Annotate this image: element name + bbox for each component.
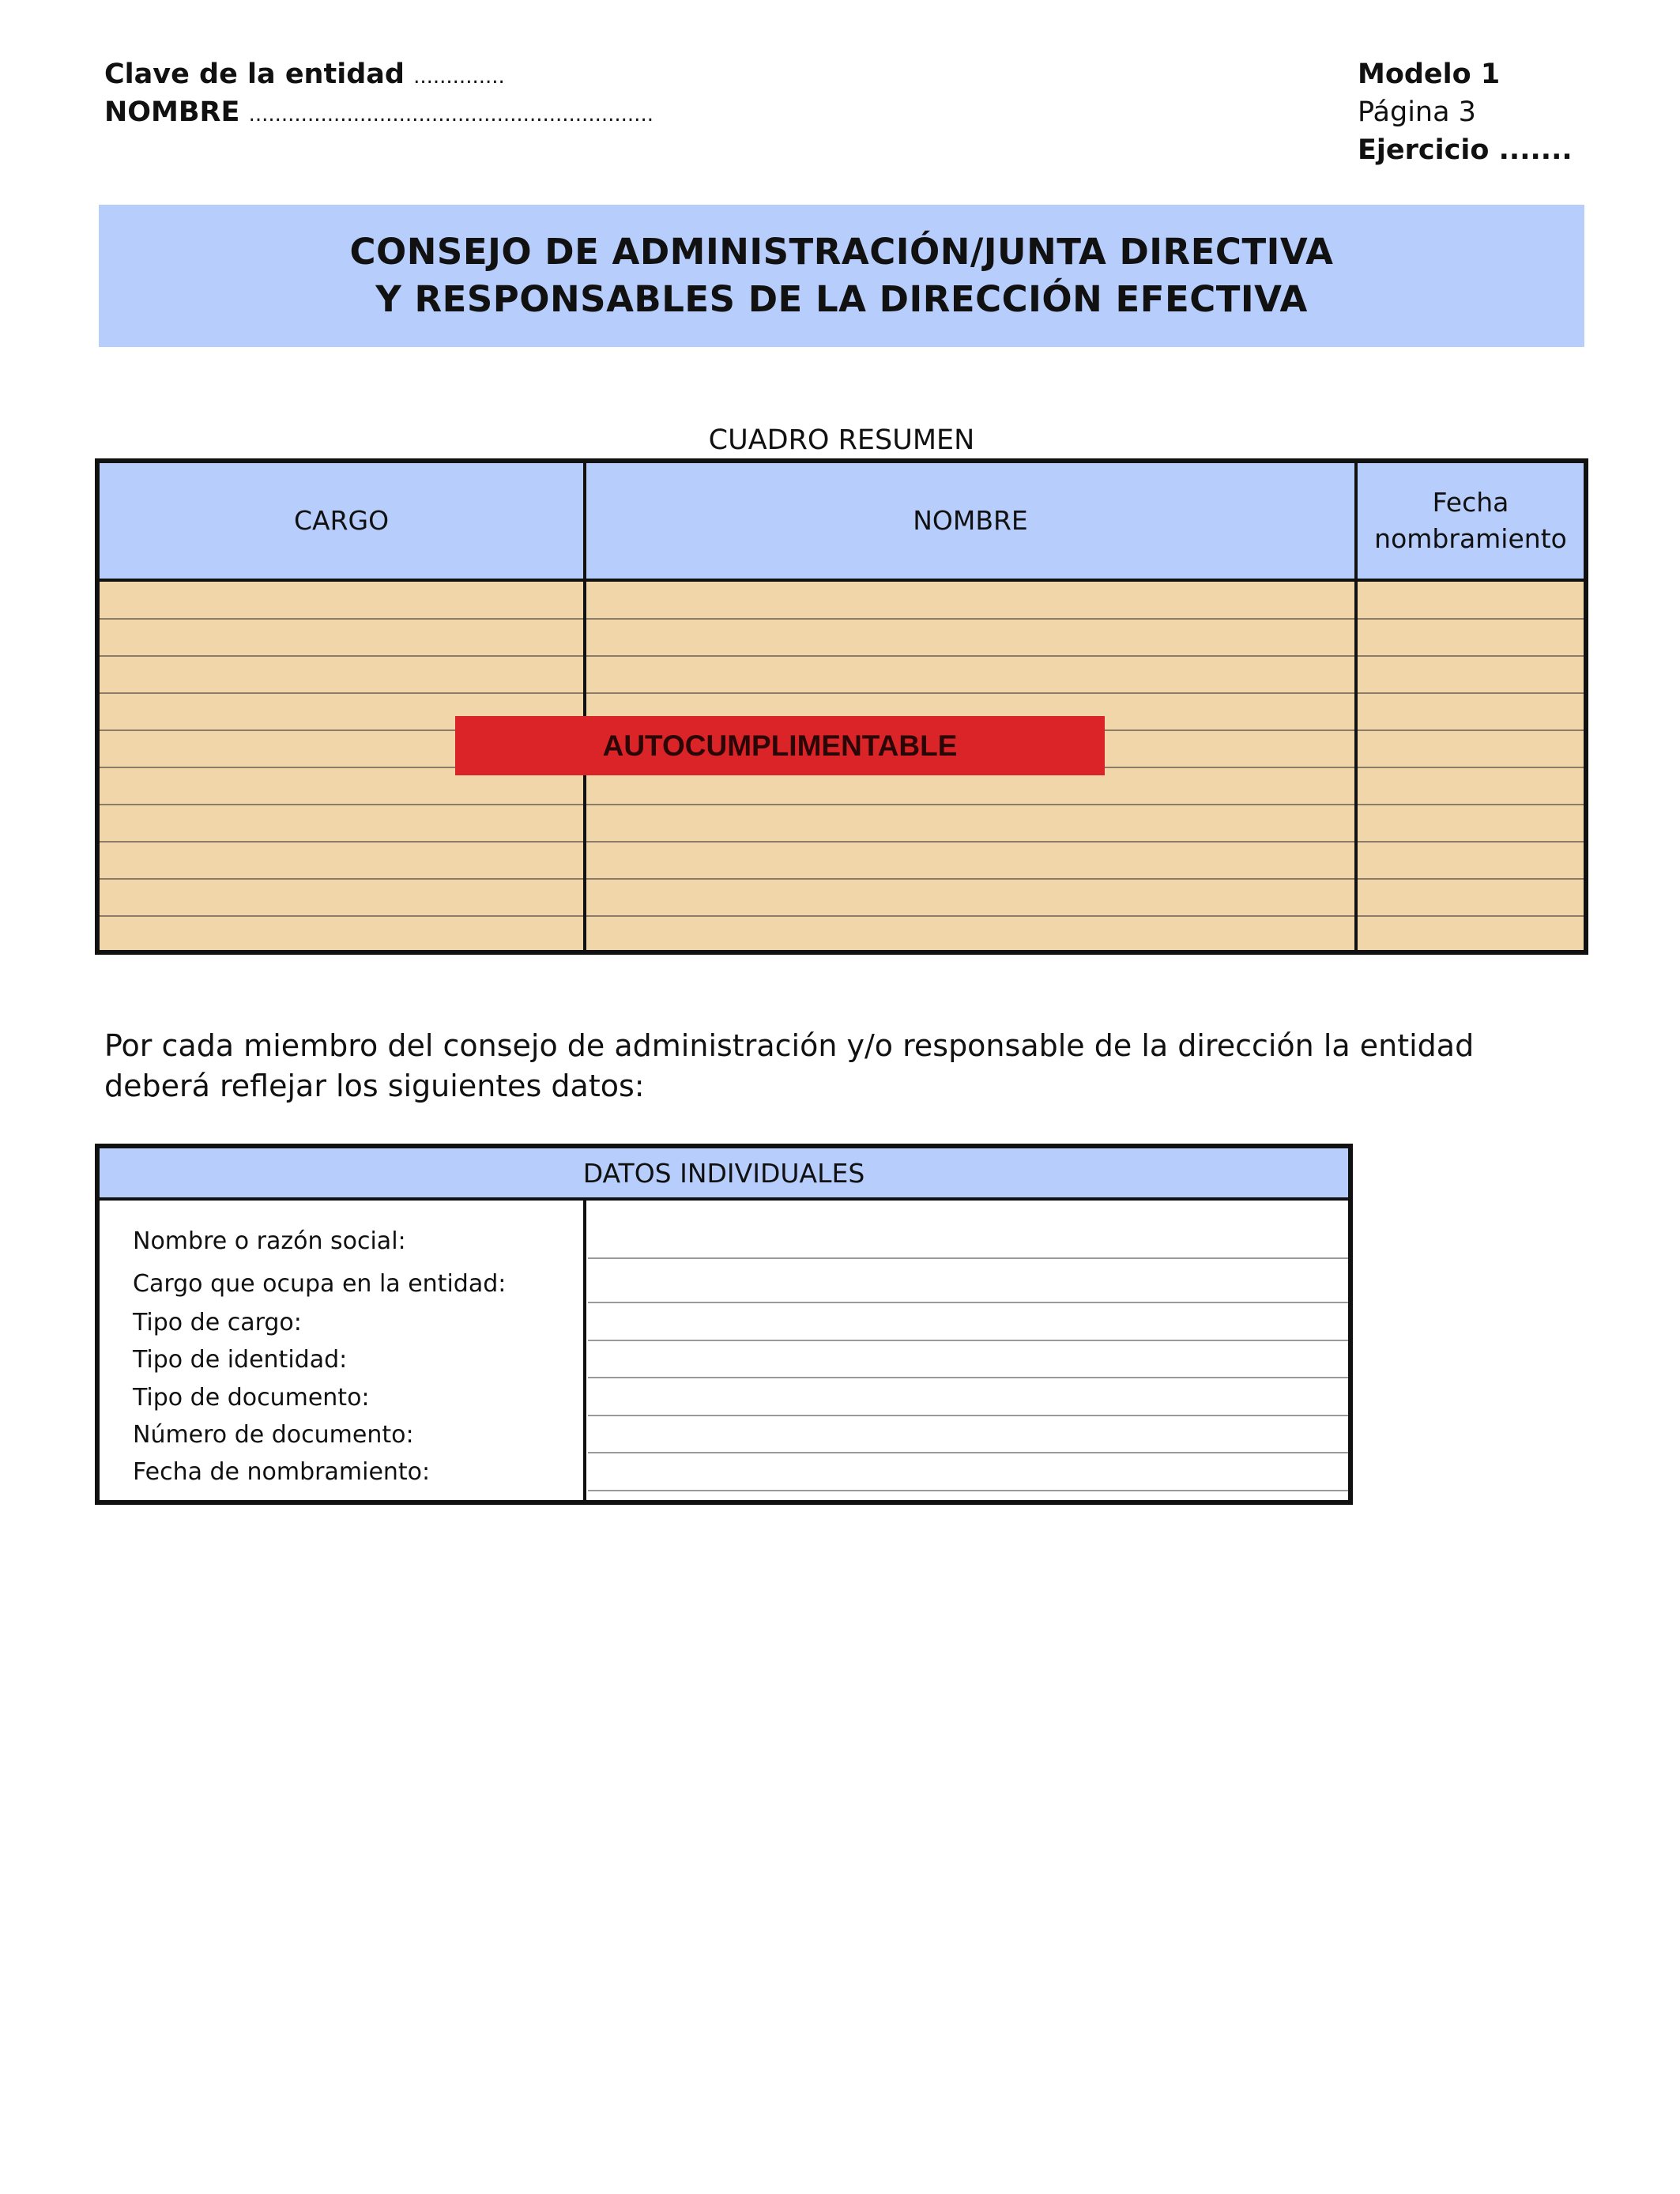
column-divider xyxy=(583,463,586,950)
field-input-line[interactable] xyxy=(588,1302,1348,1303)
entity-key-label: Clave de la entidad xyxy=(104,58,405,90)
entity-name-field[interactable]: .............................................................. xyxy=(248,103,654,126)
table-row[interactable] xyxy=(100,805,1584,842)
field-input-line[interactable] xyxy=(588,1340,1348,1341)
entity-key-line xyxy=(104,55,505,96)
page-title-line-2: Y RESPONSABLES DE LA DIRECCIÓN EFECTIVA xyxy=(375,278,1308,320)
table-row[interactable] xyxy=(100,842,1584,879)
field-input-line[interactable] xyxy=(588,1257,1348,1259)
column-divider xyxy=(583,1197,586,1505)
summary-table-header xyxy=(100,463,1584,582)
table-row[interactable] xyxy=(100,916,1584,953)
autofill-badge: AUTOCUMPLIMENTABLE xyxy=(455,716,1105,775)
table-row[interactable] xyxy=(100,879,1584,916)
field-label-position: Cargo que ocupa en la entidad: xyxy=(133,1270,507,1298)
table-row[interactable] xyxy=(100,619,1584,656)
model-label: Modelo 1 xyxy=(1358,58,1501,90)
field-label-name: Nombre o razón social: xyxy=(133,1227,406,1255)
column-header-fecha: Fecha nombramiento xyxy=(1374,487,1567,554)
summary-caption: CUADRO RESUMEN xyxy=(708,424,975,456)
table-row[interactable] xyxy=(100,656,1584,693)
individual-data-title: DATOS INDIVIDUALES xyxy=(100,1148,1348,1201)
column-divider xyxy=(1354,463,1358,950)
field-label-identity-type: Tipo de identidad: xyxy=(133,1346,348,1374)
column-header-cargo: CARGO xyxy=(293,505,390,536)
field-input-line[interactable] xyxy=(588,1415,1348,1416)
entity-name-label: NOMBRE xyxy=(104,96,240,128)
field-label-document-type: Tipo de documento: xyxy=(133,1384,370,1412)
entity-key-field[interactable]: .............. xyxy=(413,65,505,89)
page-title-line-1: CONSEJO DE ADMINISTRACIÓN/JUNTA DIRECTIVA xyxy=(349,231,1334,273)
field-input-line[interactable] xyxy=(588,1377,1348,1378)
individual-data-table xyxy=(95,1144,1353,1505)
field-label-appointment-date: Fecha de nombramiento: xyxy=(133,1458,431,1486)
field-label-position-type: Tipo de cargo: xyxy=(133,1309,302,1336)
field-input-line[interactable] xyxy=(588,1452,1348,1453)
summary-table xyxy=(95,458,1588,955)
table-row[interactable] xyxy=(100,582,1584,619)
entity-name-line xyxy=(104,93,654,134)
page-number: Página 3 xyxy=(1358,96,1476,128)
column-header-nombre: NOMBRE xyxy=(913,505,1028,536)
field-input-line[interactable] xyxy=(588,1490,1348,1491)
field-label-document-number: Número de documento: xyxy=(133,1421,414,1449)
title-banner xyxy=(99,205,1584,347)
instructions-paragraph: Por cada miembro del consejo de administración y/o responsable de la dirección la entidad deberá reflejar los siguientes datos: xyxy=(104,1028,1475,1103)
fiscal-year-label: Ejercicio ....... xyxy=(1358,134,1573,166)
